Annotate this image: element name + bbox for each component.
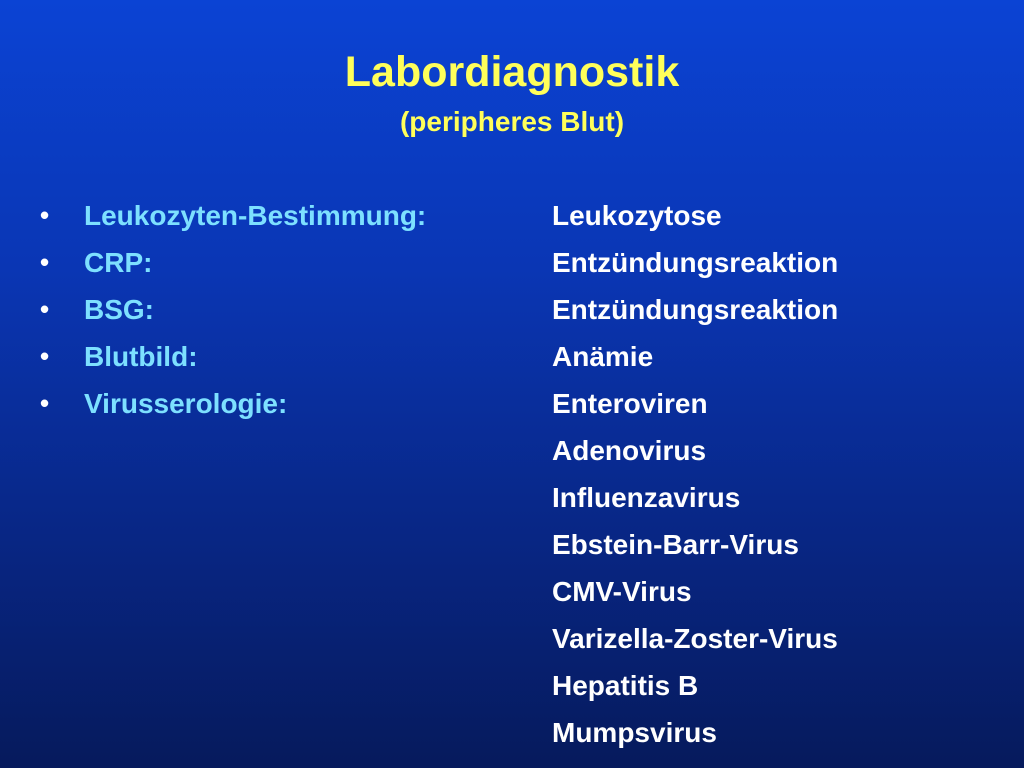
bullet-label: Leukozyten-Bestimmung: (84, 200, 427, 231)
virus-item: Mumpsvirus (552, 717, 717, 748)
bullet-icon: • (40, 247, 50, 277)
virus-list (552, 427, 838, 756)
bullet-row-leukozyten (0, 192, 1024, 239)
slide-title: Labordiagnostik (344, 48, 680, 96)
bullet-icon: • (40, 200, 50, 230)
bullet-row-blutbild (0, 333, 1024, 380)
bullet-icon: • (40, 341, 50, 371)
virus-item: Adenovirus (552, 435, 707, 466)
virus-item: Hepatitis B (552, 670, 699, 701)
bullet-result: Enteroviren (552, 388, 708, 419)
bullet-label: BSG: (84, 294, 154, 325)
bullet-result: Entzündungsreaktion (552, 294, 839, 325)
bullet-result: Anämie (552, 341, 654, 372)
virus-item: Varizella-Zoster-Virus (552, 623, 838, 654)
bullet-list (0, 192, 1024, 427)
bullet-label: Blutbild: (84, 341, 198, 372)
bullet-row-virusserologie (0, 380, 1024, 427)
virus-item: Ebstein-Barr-Virus (552, 529, 799, 560)
bullet-result: Entzündungsreaktion (552, 247, 839, 278)
bullet-row-crp (0, 239, 1024, 286)
virus-item: CMV-Virus (552, 576, 692, 607)
bullet-label: Virusserologie: (84, 388, 288, 419)
slide-subtitle: (peripheres Blut) (399, 106, 625, 137)
bullet-icon: • (40, 294, 50, 324)
bullet-icon: • (40, 388, 50, 418)
bullet-result: Leukozytose (552, 200, 722, 231)
bullet-label: CRP: (84, 247, 153, 278)
bullet-row-bsg (0, 286, 1024, 333)
virus-item: Influenzavirus (552, 482, 741, 513)
